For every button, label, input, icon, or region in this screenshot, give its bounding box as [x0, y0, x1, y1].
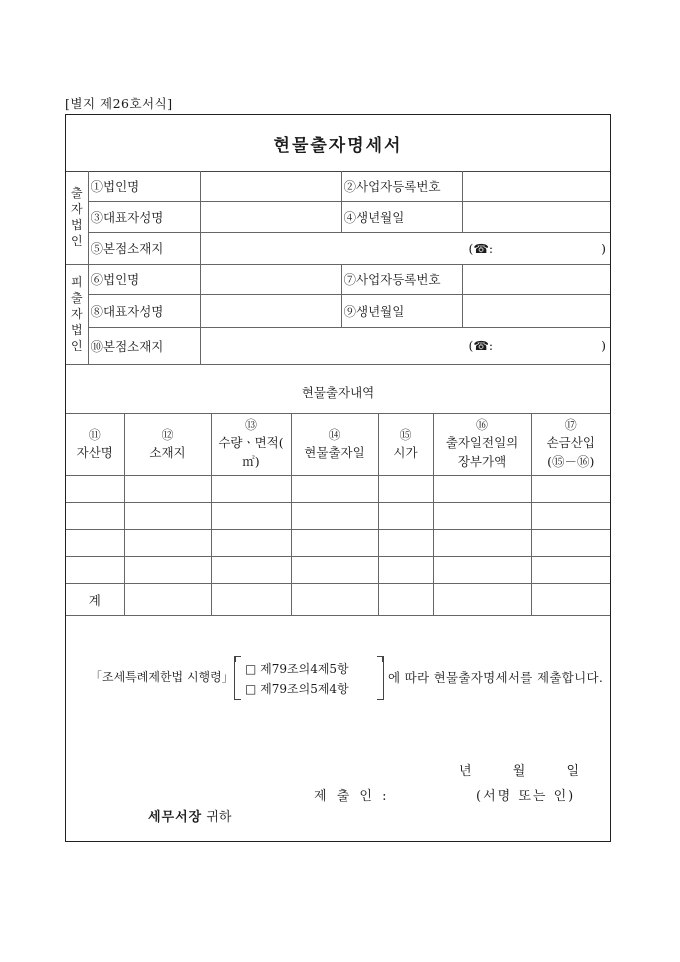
investor-biz-no-label: ②사업자등록번호	[341, 171, 462, 201]
total-label: 계	[66, 584, 124, 616]
article-options	[234, 656, 384, 700]
total-row	[66, 584, 610, 616]
tax-office-label: 세무서장	[148, 810, 203, 825]
party-info-table	[66, 171, 610, 365]
investor-birth-label: ④생년월일	[341, 201, 462, 232]
col-contribution-date: ⑭ 현물출자일	[291, 413, 378, 476]
investee-birth-label: ⑨생년월일	[341, 294, 462, 327]
signature-label: (서명 또는 인)	[476, 789, 576, 804]
submitter-label: 제 출 인 :	[314, 789, 390, 804]
option-article-79-4-5[interactable]: □ 제79조의4제5항	[245, 662, 349, 676]
investee-address-field[interactable]: (☎: )	[200, 327, 610, 364]
col-quantity-area: ⑬ 수량ㆍ면적( ㎡)	[211, 413, 291, 476]
submission-date	[459, 760, 579, 779]
phone-icon: (☎:	[468, 240, 494, 256]
col-asset-name: ⑪ 자산명	[66, 413, 124, 476]
investee-corp-name-label: ⑥법인명	[88, 264, 200, 294]
table-row	[66, 476, 610, 503]
col-market-value: ⑮ 시가	[378, 413, 433, 476]
investor-rep-name-label: ③대표자성명	[88, 201, 200, 232]
investee-birth-field[interactable]	[462, 294, 610, 327]
investee-rep-name-field[interactable]	[200, 294, 341, 327]
year-label: 년	[459, 764, 472, 779]
form-title: 현물출자명세서	[66, 115, 610, 172]
col-location: ⑫ 소재지	[124, 413, 211, 476]
investor-biz-no-field[interactable]	[462, 171, 610, 201]
details-section-title: 현물출자내역	[66, 371, 610, 414]
form-number-label: [별지 제26호서식]	[65, 96, 173, 111]
investor-birth-field[interactable]	[462, 201, 610, 232]
form-frame	[65, 114, 611, 842]
table-row	[66, 530, 610, 557]
investee-side-label: 피 출 자 법 인	[66, 264, 88, 364]
option-article-79-5-4[interactable]: □ 제79조의5제4항	[245, 682, 349, 696]
investor-address-field[interactable]: (☎: )	[200, 232, 610, 264]
month-label: 월	[512, 764, 526, 779]
table-row	[66, 503, 610, 530]
table-row	[66, 557, 610, 584]
col-book-value: ⑯ 출자일전일의 장부가액	[433, 413, 531, 476]
investee-rep-name-label: ⑧대표자성명	[88, 294, 200, 327]
investor-side-label: 출 자 법 인	[66, 171, 88, 264]
details-header-row	[66, 413, 610, 476]
investee-address-label: ⑩본점소재지	[88, 327, 200, 364]
day-label: 일	[566, 764, 579, 779]
investee-biz-no-label: ⑦사업자등록번호	[341, 264, 462, 294]
investor-address-label: ⑤본점소재지	[88, 232, 200, 264]
law-name: 「조세특례제한법 시행령」	[90, 670, 234, 684]
investor-corp-name-label: ①법인명	[88, 171, 200, 201]
addressee	[148, 806, 232, 825]
investor-corp-name-field[interactable]	[200, 171, 341, 201]
declaration-text: 에 따라 현물출자명세서를 제출합니다.	[388, 670, 604, 685]
investor-rep-name-field[interactable]	[200, 201, 341, 232]
investee-biz-no-field[interactable]	[462, 264, 610, 294]
investee-corp-name-field[interactable]	[200, 264, 341, 294]
honorific-label: 귀하	[206, 810, 232, 825]
in-kind-details-table	[66, 413, 610, 616]
phone-icon: (☎:	[468, 338, 494, 353]
col-deductible: ⑰ 손금산입 (⑮－⑯)	[531, 413, 610, 476]
